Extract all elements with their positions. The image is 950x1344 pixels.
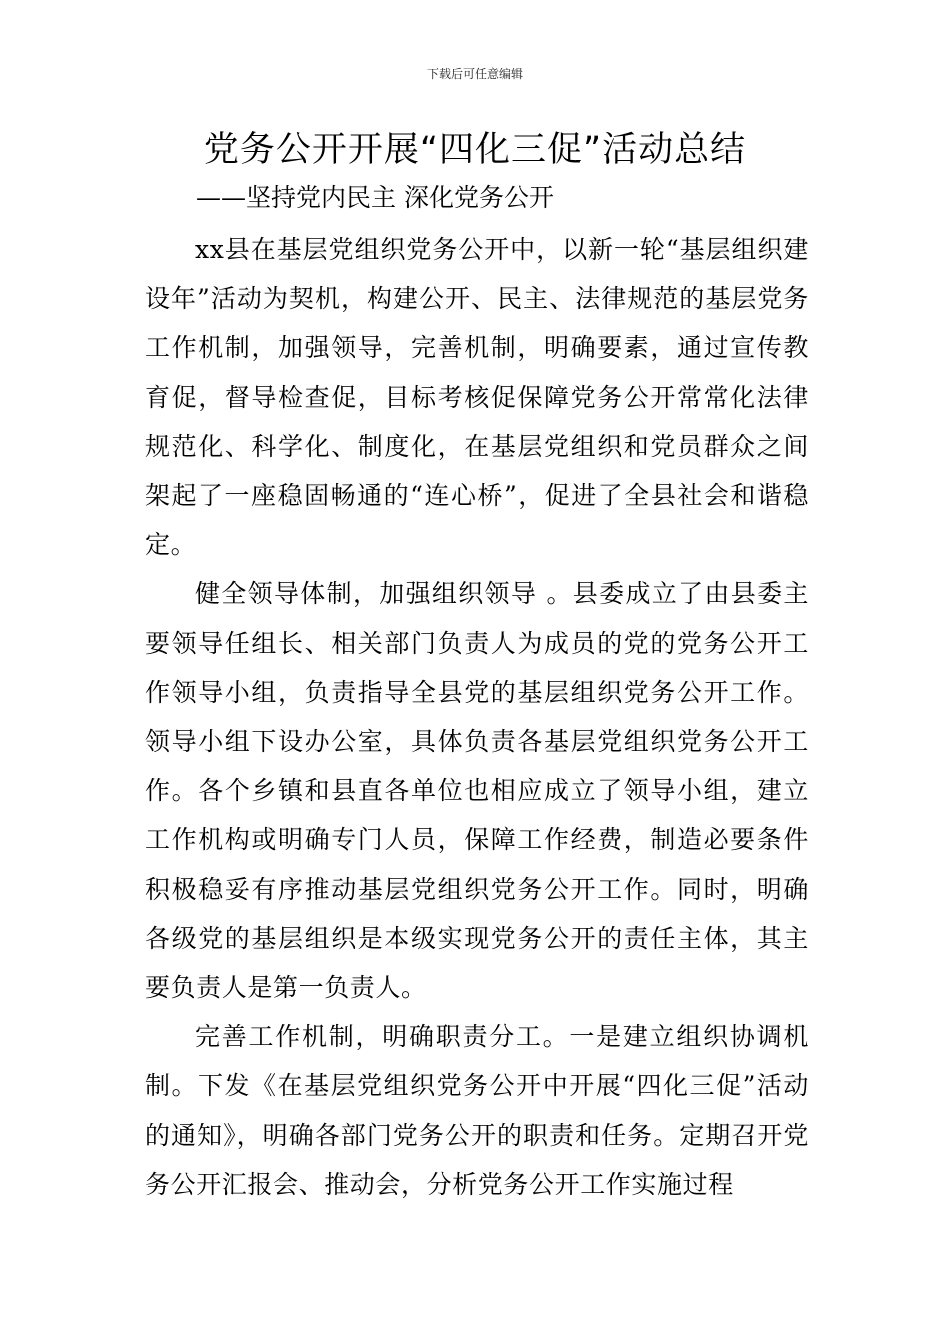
header-note: 下载后可任意编辑 <box>426 67 523 81</box>
paragraph: 健全领导体制，加强组织领导 。县委成立了由县委主要领导任组长、相关部门负责人为成员的党的党务公开工作领导小组，负责指导全县党的基层组织党务公开工作。领导小组下设办公室，具体负责各基层党组织党务公开工作。各个乡镇和县直各单位也相应成立了领导小组，建立工作机构或明确专门人员，保障工作经费，制造必要条件积极稳妥有序推动基层党组织党务公开工作。同时，明确各级党的基层组织是本级实现党务公开的责任主体，其主要负责人是第一负责人。 <box>145 579 809 1003</box>
document-body <box>145 225 809 1209</box>
paragraph: xx县在基层党组织党务公开中，以新一轮“基层组织建设年”活动为契机，构建公开、民主、法律规范的基层党务工作机制，加强领导，完善机制，明确要素，通过宣传教育促，督导检查促，目标考核促保障党务公开常常化法律规范化、科学化、制度化，在基层党组织和党员群众之间架起了一座稳固畅通的“连心桥”，促进了全县社会和谐稳定。 <box>145 235 809 560</box>
paragraph: 完善工作机制，明确职责分工。一是建立组织协调机制。下发《在基层党组织党务公开中开展“四化三促”活动的通知》，明确各部门党务公开的职责和任务。定期召开党务公开汇报会、推动会，分析党务公开工作实施过程 <box>145 1022 809 1199</box>
document-subtitle: ——坚持党内民主 深化党务公开 <box>196 183 554 212</box>
document-title: 党务公开开展“四化三促”活动总结 <box>203 130 747 170</box>
